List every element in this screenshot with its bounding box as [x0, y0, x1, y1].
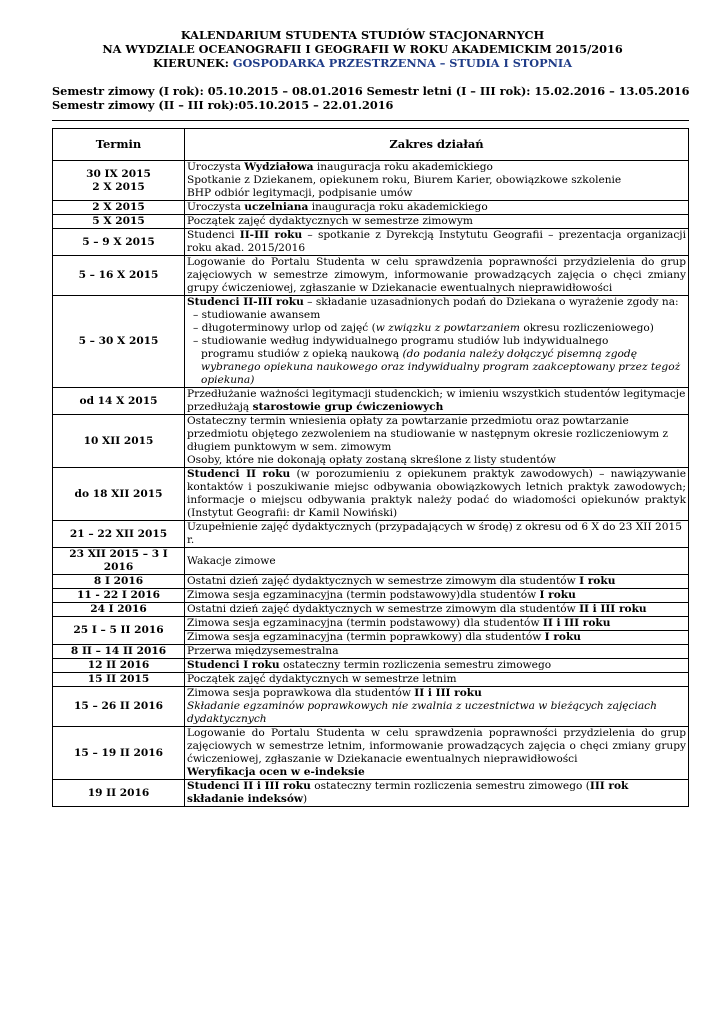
term-date: 25 I – 5 II 2016 [73, 624, 164, 636]
term-date: od 14 X 2015 [79, 394, 158, 407]
term-date: 8 I 2016 [93, 575, 144, 587]
scope-line [187, 766, 686, 779]
table-row [53, 215, 689, 229]
scope-line [187, 348, 686, 387]
term-date: 8 II – 14 II 2016 [70, 645, 167, 657]
scope-text: Studenci II roku [187, 468, 291, 480]
term-cell [53, 161, 185, 201]
scope-text: Przerwa międzysemestralna [187, 645, 339, 657]
term-cell [53, 388, 185, 415]
scope-cell [185, 201, 689, 215]
scope-text: Logowanie do Portalu Studenta w celu sprawdzenia poprawności przydzielenia do grup zajęciowych w semestrze zimowym, informowanie prowadzących zajęcia o chęci zmiany grupy ćwiczeniowej, zgłaszanie w Dziekanacie ewentualnych nieprawidłowości [187, 256, 686, 294]
scope-cell [185, 229, 689, 256]
scope-text: BHP odbiór legitymacji, podpisanie umów [187, 187, 413, 199]
scope-text: Uroczysta [187, 161, 245, 173]
table-row [53, 727, 689, 780]
term-date: 15 – 19 II 2016 [74, 746, 163, 759]
scope-text: ostateczny termin rozliczenia semestru zimowego ( [310, 780, 590, 792]
scope-cell [185, 521, 689, 548]
scope-text: Wakacje zimowe [187, 554, 276, 567]
scope-cell [185, 548, 689, 575]
semester-dates-line-1: Semestr zimowy (I rok): 05.10.2015 – 08.01.2016 Semestr letni (I – III rok): 15.02.2016 – 13.05.2016 [52, 84, 690, 98]
table-row [53, 256, 689, 296]
scope-line [187, 322, 686, 335]
term-cell [53, 296, 185, 388]
header-program-line [40, 56, 685, 70]
scope-line [187, 780, 686, 806]
scope-text: Początek zajęć dydaktycznych w semestrze letnim [187, 673, 457, 685]
table-header-row [53, 129, 689, 161]
scope-cell [185, 645, 689, 659]
scope-text: inauguracja roku akademickiego [313, 161, 493, 173]
scope-text: Uroczysta [187, 201, 245, 213]
term-cell [53, 468, 185, 521]
scope-text: Logowanie do Portalu Studenta w celu sprawdzenia poprawności przydzielenia do grup zajęciowych w semestrze letnim, informowanie prowadzących zajęcia o chęci zmiany grupy ćwiczeniowej, zgłaszanie w Dziekanacie ewentualnych nieprawidłowości [187, 727, 686, 765]
scope-text: Studenci [187, 229, 240, 241]
scope-text: Spotkanie z Dziekanem, opiekunem roku, Biurem Karier, obowiązkowe szkolenie [187, 174, 622, 186]
scope-line [187, 727, 686, 766]
table-row [53, 617, 689, 631]
scope-text: – studiowanie awansem [193, 309, 321, 321]
scope-line [187, 201, 686, 214]
scope-line [187, 631, 686, 644]
table-row [53, 468, 689, 521]
term-cell [53, 215, 185, 229]
scope-line [187, 659, 686, 672]
table-row [53, 589, 689, 603]
table-row [53, 415, 689, 468]
scope-cell [185, 589, 689, 603]
header-divider [52, 120, 689, 121]
scope-text: ostateczny termin rozliczenia semestru zimowego [279, 659, 552, 671]
term-date: 2 X 2015 [92, 201, 145, 213]
scope-text: Wydziałowa [244, 161, 314, 173]
scope-text: Składanie egzaminów poprawkowych nie zwalnia z uczestnictwa w bieżących zajęciach dydaktycznych [187, 700, 657, 725]
scope-line [187, 309, 686, 322]
scope-line [187, 229, 686, 255]
scope-text: Weryfikacja ocen w e-indeksie [187, 766, 365, 778]
scope-cell [185, 603, 689, 617]
scope-text: I roku [579, 575, 616, 587]
term-date: 5 X 2015 [92, 215, 145, 227]
scope-line [187, 454, 686, 467]
scope-text: Zimowa sesja egzaminacyjna (termin podstawowy)dla studentów [187, 589, 540, 601]
table-row [53, 161, 689, 201]
table-row [53, 229, 689, 256]
term-cell [53, 603, 185, 617]
term-date: 12 II 2016 [87, 659, 150, 671]
term-cell [53, 575, 185, 589]
scope-cell [185, 415, 689, 468]
scope-text: (w porozumieniu z opiekunem praktyk zawodowych) – nawiązywanie kontaktów i poszukiwanie miejsc odbywania obowiązkowych letnich praktyk zawodowych; informacje o miejscu odbywania praktyk należy podać do wiadomości opiekunów praktyk (Instytut Geografii: dr Kamil Nowiński) [187, 468, 686, 519]
scope-text: starostowie grup ćwiczeniowych [252, 401, 444, 413]
scope-text: Ostateczny termin wniesienia opłaty za powtarzanie przedmiotu oraz powtarzanie przedmiotu objętego zezwoleniem na studiowanie w następnym okresie rozliczeniowym z długiem punktowym w sem. zimowym [187, 415, 669, 453]
scope-text: I roku [539, 589, 576, 601]
scope-cell [185, 617, 689, 631]
scope-text: programu studiów z opieką naukową [201, 348, 403, 360]
scope-text: Studenci II i III roku [187, 780, 311, 792]
scope-cell [185, 687, 689, 727]
term-cell [53, 673, 185, 687]
scope-line [187, 388, 686, 414]
scope-cell [185, 727, 689, 780]
term-cell [53, 780, 185, 807]
scope-text: Studenci II-III roku [187, 296, 304, 308]
table-row [53, 645, 689, 659]
scope-line [187, 700, 686, 726]
scope-cell [185, 631, 689, 645]
scope-cell [185, 256, 689, 296]
scope-cell [185, 673, 689, 687]
term-date: do 18 XII 2015 [74, 487, 163, 500]
scope-cell [185, 468, 689, 521]
scope-text: w związku z powtarzaniem [375, 322, 520, 334]
scope-line [187, 256, 686, 295]
scope-text: Zimowa sesja egzaminacyjna (termin podstawowy) dla studentów [187, 617, 543, 629]
scope-text: Ostatni dzień zajęć dydaktycznych w semestrze zimowym dla studentów [187, 575, 580, 587]
scope-line [187, 521, 686, 547]
term-date: 23 XII 2015 – 3 I 2016 [69, 548, 168, 573]
semester-dates-line-2: Semestr zimowy (II – III rok):05.10.2015 – 22.01.2016 [52, 98, 394, 112]
term-date: 24 I 2016 [90, 603, 147, 615]
scope-text: okresu rozliczeniowego) [519, 322, 654, 334]
scope-cell [185, 575, 689, 589]
term-cell [53, 521, 185, 548]
term-cell [53, 229, 185, 256]
scope-cell [185, 659, 689, 673]
scope-line [187, 575, 686, 588]
table-row [53, 548, 689, 575]
scope-text: Uzupełnienie zajęć dydaktycznych (przypadających w środę) z okresu od 6 X do 23 XII 2015 r. [187, 521, 682, 546]
term-date: 5 – 30 X 2015 [78, 335, 159, 347]
table-row [53, 388, 689, 415]
header-title-line-1: KALENDARIUM STUDENTA STUDIÓW STACJONARNYCH [180, 28, 545, 42]
scope-line [187, 673, 686, 686]
scope-line [187, 468, 686, 520]
scope-text: Początek zajęć dydaktycznych w semestrze zimowym [187, 215, 473, 227]
column-header-term: Termin [53, 129, 185, 161]
header-program-value: GOSPODARKA PRZESTRZENNA – STUDIA I STOPNIA [232, 56, 572, 70]
scope-cell [185, 215, 689, 229]
term-date: 10 XII 2015 [83, 434, 154, 447]
scope-text: Zimowa sesja egzaminacyjna (termin poprawkowy) dla studentów [187, 631, 545, 643]
scope-line [187, 687, 686, 700]
table-row [53, 687, 689, 727]
scope-cell [185, 296, 689, 388]
scope-cell [185, 161, 689, 201]
scope-text: uczelniana [244, 201, 309, 213]
scope-text: II-III roku [239, 229, 303, 241]
term-date: 15 – 26 II 2016 [74, 700, 163, 712]
scope-line [187, 174, 686, 187]
document-header [40, 28, 685, 70]
scope-line [187, 296, 686, 309]
column-header-scope: Zakres działań [185, 129, 689, 161]
scope-cell [185, 388, 689, 415]
term-date: 5 – 16 X 2015 [78, 269, 159, 281]
scope-text: – studiowanie według indywidualnego programu studiów lub indywidualnego [193, 335, 609, 347]
term-cell [53, 617, 185, 645]
table-row [53, 603, 689, 617]
scope-line [187, 335, 686, 348]
scope-text: II i III roku [579, 603, 647, 615]
scope-line [187, 555, 686, 568]
table-row [53, 575, 689, 589]
header-program-prefix: KIERUNEK: [153, 56, 233, 70]
term-cell [53, 589, 185, 603]
scope-text: – składanie uzasadnionych podań do Dziekana o wyrażenie zgody na: [303, 296, 679, 308]
scope-text: Zimowa sesja poprawkowa dla studentów [187, 687, 415, 699]
table-row [53, 521, 689, 548]
scope-cell [185, 780, 689, 807]
term-cell [53, 659, 185, 673]
scope-text: III rok składanie indeksów [187, 780, 629, 805]
scope-text: I roku [544, 631, 582, 643]
table-row [53, 780, 689, 807]
scope-line [187, 617, 686, 630]
scope-line [187, 215, 686, 228]
scope-text: (do podania należy dołączyć pisemną zgodę wybranego opiekuna naukowego oraz indywidualny program zaakceptowany przez tegoż opiekuna) [201, 348, 681, 386]
scope-line [187, 187, 686, 200]
term-cell [53, 548, 185, 575]
scope-line [187, 645, 686, 658]
scope-text: Ostatni dzień zajęć dydaktycznych w semestrze zimowym dla studentów [187, 603, 580, 615]
table-row [53, 296, 689, 388]
calendar-table [52, 128, 689, 807]
term-date: 5 – 9 X 2015 [82, 235, 155, 248]
scope-text: – spotkanie z Dyrekcją Instytutu Geografii – prezentacja organizacji roku akad. 2015/2016 [187, 229, 686, 254]
term-cell [53, 415, 185, 468]
scope-text: inauguracja roku akademickiego [308, 201, 488, 213]
scope-text: Studenci I roku [187, 659, 280, 671]
term-cell [53, 256, 185, 296]
scope-line [187, 415, 686, 454]
term-cell [53, 645, 185, 659]
scope-text: II i III roku [542, 617, 611, 629]
scope-text: II i III roku [414, 687, 482, 699]
scope-text: Przedłużanie ważności legitymacji studenckich; w imieniu wszystkich studentów legitymacje przedłużają [187, 388, 686, 413]
term-cell [53, 727, 185, 780]
term-date: 19 II 2016 [87, 786, 150, 799]
scope-line [187, 161, 686, 174]
scope-text: ) [303, 793, 308, 805]
table-row [53, 673, 689, 687]
term-date: 2 X 2015 [92, 180, 145, 193]
table-row [53, 659, 689, 673]
scope-text: – długoterminowy urlop od zajęć ( [193, 322, 376, 334]
term-date: 11 - 22 I 2016 [76, 589, 161, 601]
scope-line [187, 603, 686, 616]
term-cell [53, 687, 185, 727]
scope-line [187, 589, 686, 602]
header-title-line-2: NA WYDZIALE OCEANOGRAFII I GEOGRAFII W ROKU AKADEMICKIM 2015/2016 [102, 42, 623, 56]
term-cell [53, 201, 185, 215]
term-date: 30 IX 2015 [86, 167, 151, 180]
term-date: 21 – 22 XII 2015 [69, 527, 168, 540]
term-date: 15 II 2015 [87, 673, 150, 685]
scope-text: Osoby, które nie dokonają opłaty zostaną skreślone z listy studentów [187, 454, 556, 466]
table-body [53, 161, 689, 807]
table-row [53, 201, 689, 215]
